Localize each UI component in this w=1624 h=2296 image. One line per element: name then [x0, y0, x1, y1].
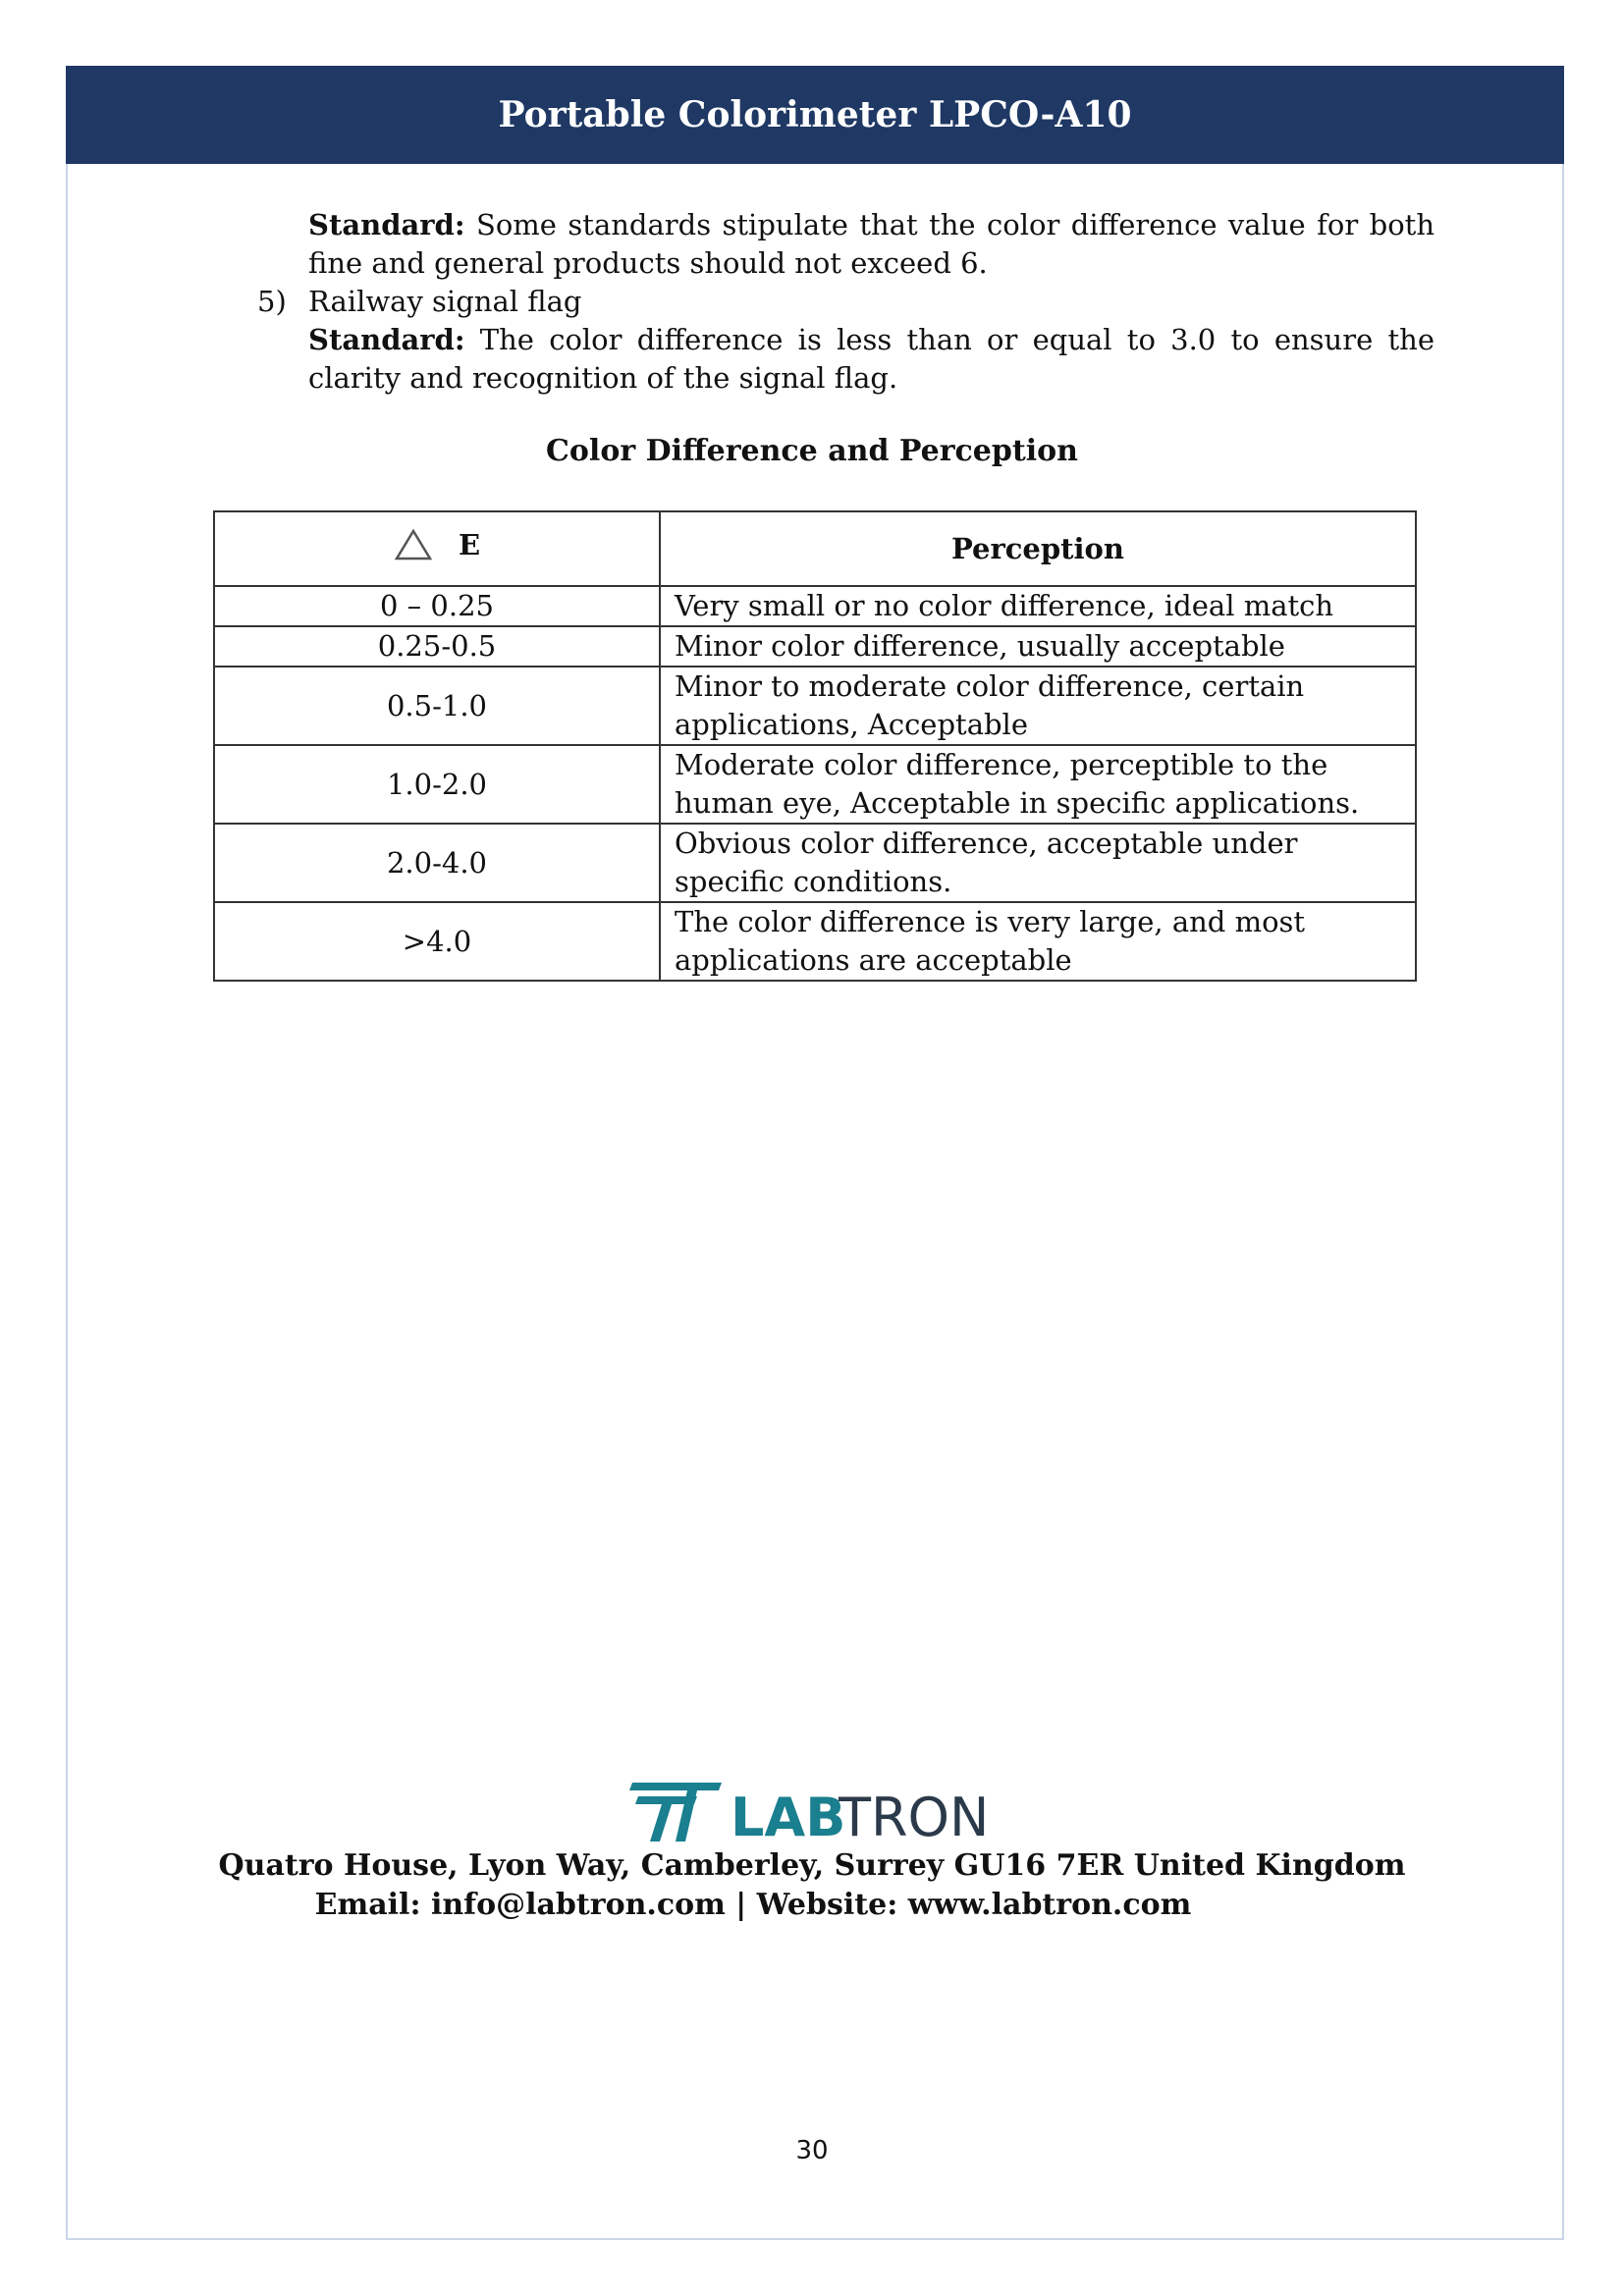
table-row — [214, 902, 1416, 981]
logo-text-light: TRON — [839, 1787, 990, 1845]
table-header-row — [214, 511, 1416, 586]
footer-contact: Email: info@labtron.com | Website: www.labtron.com — [314, 1888, 1192, 1922]
labtron-logo-mark — [629, 1783, 722, 1842]
delta-triangle-icon — [394, 528, 433, 561]
row-perception: Minor to moderate color difference, certain applications, Acceptable — [660, 667, 1416, 745]
header-delta-e — [214, 511, 660, 586]
header-title: Portable Colorimeter LPCO-A10 — [498, 94, 1132, 135]
footer-address: Quatro House, Lyon Way, Camberley, Surrey GU16 7ER United Kingdom — [218, 1848, 1406, 1883]
row-perception: Moderate color difference, perceptible to the human eye, Acceptable in specific applications. — [660, 745, 1416, 824]
standard-label: Standard: — [308, 208, 465, 241]
table-row — [214, 667, 1416, 745]
logo-text-bold: LAB — [731, 1787, 846, 1845]
row-perception: Obvious color difference, acceptable under specific conditions. — [660, 824, 1416, 902]
standard-paragraph-1 — [308, 206, 1435, 283]
color-difference-table — [213, 510, 1417, 982]
standard-paragraph-2 — [308, 321, 1435, 398]
row-value: 1.0-2.0 — [214, 745, 660, 824]
header-perception: Perception — [660, 511, 1416, 586]
table-row — [214, 586, 1416, 626]
standard-text: Some standards stipulate that the color difference value for both fine and general products should not exceed 6. — [308, 208, 1435, 280]
table-row — [214, 824, 1416, 902]
row-value: 2.0-4.0 — [214, 824, 660, 902]
row-value: 0 – 0.25 — [214, 586, 660, 626]
table-caption: Color Difference and Perception — [546, 434, 1078, 468]
table-row — [214, 626, 1416, 667]
header-delta-label: E — [458, 527, 481, 561]
page-number: 30 — [795, 2136, 829, 2165]
labtron-logo — [628, 1777, 1001, 1845]
list-number: 5) — [257, 285, 287, 318]
list-item-label: Railway signal flag — [308, 285, 582, 318]
page-header — [66, 66, 1564, 164]
list-item-railway — [257, 283, 581, 321]
standard-label: Standard: — [308, 323, 465, 356]
row-value: >4.0 — [214, 902, 660, 981]
standard-text: The color difference is less than or equal to 3.0 to ensure the clarity and recognition of the signal flag. — [308, 323, 1435, 395]
row-value: 0.25-0.5 — [214, 626, 660, 667]
row-perception: Minor color difference, usually acceptable — [660, 626, 1416, 667]
table-row — [214, 745, 1416, 824]
row-perception: The color difference is very large, and most applications are acceptable — [660, 902, 1416, 981]
row-perception: Very small or no color difference, ideal match — [660, 586, 1416, 626]
row-value: 0.5-1.0 — [214, 667, 660, 745]
